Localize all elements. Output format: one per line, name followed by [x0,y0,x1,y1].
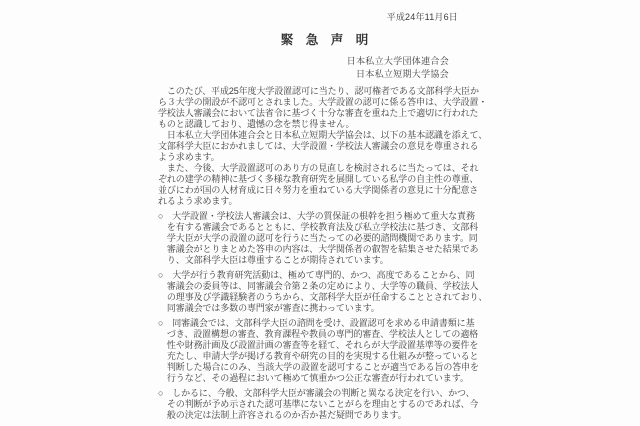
text-line: ○ 同審議会では、文部科学大臣の諮問を受け、設置認可を求める申請書類に基 [158,318,475,328]
text-line: 学大臣が大学の設置の認可を行うに当たっての必要的諮問機関であります。同 [158,233,478,243]
bullet-section [158,388,491,421]
text-line: ○ 大学設置・学校法人審議会は、大学の質保証の根幹を担う極めて重大な責務 [158,211,475,221]
text-line: ぞれの建学の精神に基づく多様な教育研究を展開している私学の自主性の尊重、 [158,174,479,184]
text-line: づき、設置構想の審査、教育課程や教員の専門的審査、学校法人としての適格 [158,329,479,339]
text-line: ○ しかるに、今般、文部科学大臣が審議会の判断と異なる決定を行い、かつ、 [158,388,475,398]
text-line: 充たし、申請大学が掲げる教育や研究の目的を実現する仕組みが整っていると [158,351,479,361]
text-line: ら３大学の開設が不認可とされました。大学設置の認可に係る答申は、大学設置・ [158,97,488,107]
text-line: り、文部科学大臣は尊重することが期待されています。 [158,255,389,265]
text-line: 学校法人審議会において法省令に基づく十分な審査を重ねた上で適切に行われた [158,108,479,118]
text-line: れるよう求めます。 [158,196,238,206]
text-line: また、今後、大学設置認可のあり方の見直しを検討されるに当たっては、それ [158,163,479,173]
text-line: 文部科学大臣におかれましては、大学設置・学校法人審議会の意見を尊重される [158,141,479,151]
text-line: 般の決定は法制上許容されるのか否か甚だ疑問であります。 [158,410,407,420]
document-title: 緊 急 声 明 [280,33,369,47]
text-line: ものと認識しており、遺憾の念を禁じ得ません。 [158,119,355,129]
signatory-federation: 日本私立大学団体連合会 [346,56,449,66]
text-line: 判断した場合にのみ、当該大学の設置を認可することが適当である旨の答申を [158,362,479,372]
text-line: よう求めます。 [158,152,220,162]
document-body [158,86,491,421]
text-line: その判断が予め示された認可基準にないことがらを理由とするのであれば、今 [158,399,479,409]
text-line: ○ 大学が行う教育研究活動は、極めて専門的、かつ、高度であることから、同 [158,270,475,280]
text-line: 同審議会では多数の専門家が審査に携わっています。 [158,303,380,313]
signatory-association: 日本私立短期大学協会 [355,68,449,79]
text-line: を有する審議会であるとともに、学校教育法及び私立学校法に基づき、文部科 [158,222,479,232]
document-content [158,12,491,421]
bullet-section [158,318,491,384]
bullet-section [158,211,491,266]
paragraph-section [158,86,491,207]
bullet-section [158,270,491,314]
document-date: 平成24年11月6日 [386,12,458,22]
text-line: 日本私立大学団体連合会と日本私立短期大学協会は、以下の基本認識を添えて、 [158,130,488,140]
text-line: 審議会がとりまとめた答申の内容は、大学関係者の叡智を結集させた結果であ [158,244,479,254]
text-line: 並びにわが国の人材育成に日々努力を重ねている大学関係者の意見に十分配意さ [158,185,479,195]
text-line: 行うなど、その過程において極めて慎重かつ公正な審査が行われています。 [158,373,469,383]
signatory-block [158,55,491,80]
text-line: の理事及び学識経験者のうちから、文部科学大臣が任命することとされており、 [158,292,488,302]
text-line: このたび、平成25年度大学設置認可に当たり、認可権者である文部科学大臣か [158,86,479,96]
text-line: 性や財務計画及び設置計画の審査等を経て、それらが大学設置基準等の要件を [158,340,479,350]
text-line: 審議会の委員等は、同審議会令第２条の定めにより、大学等の職員、学校法人 [158,281,479,291]
